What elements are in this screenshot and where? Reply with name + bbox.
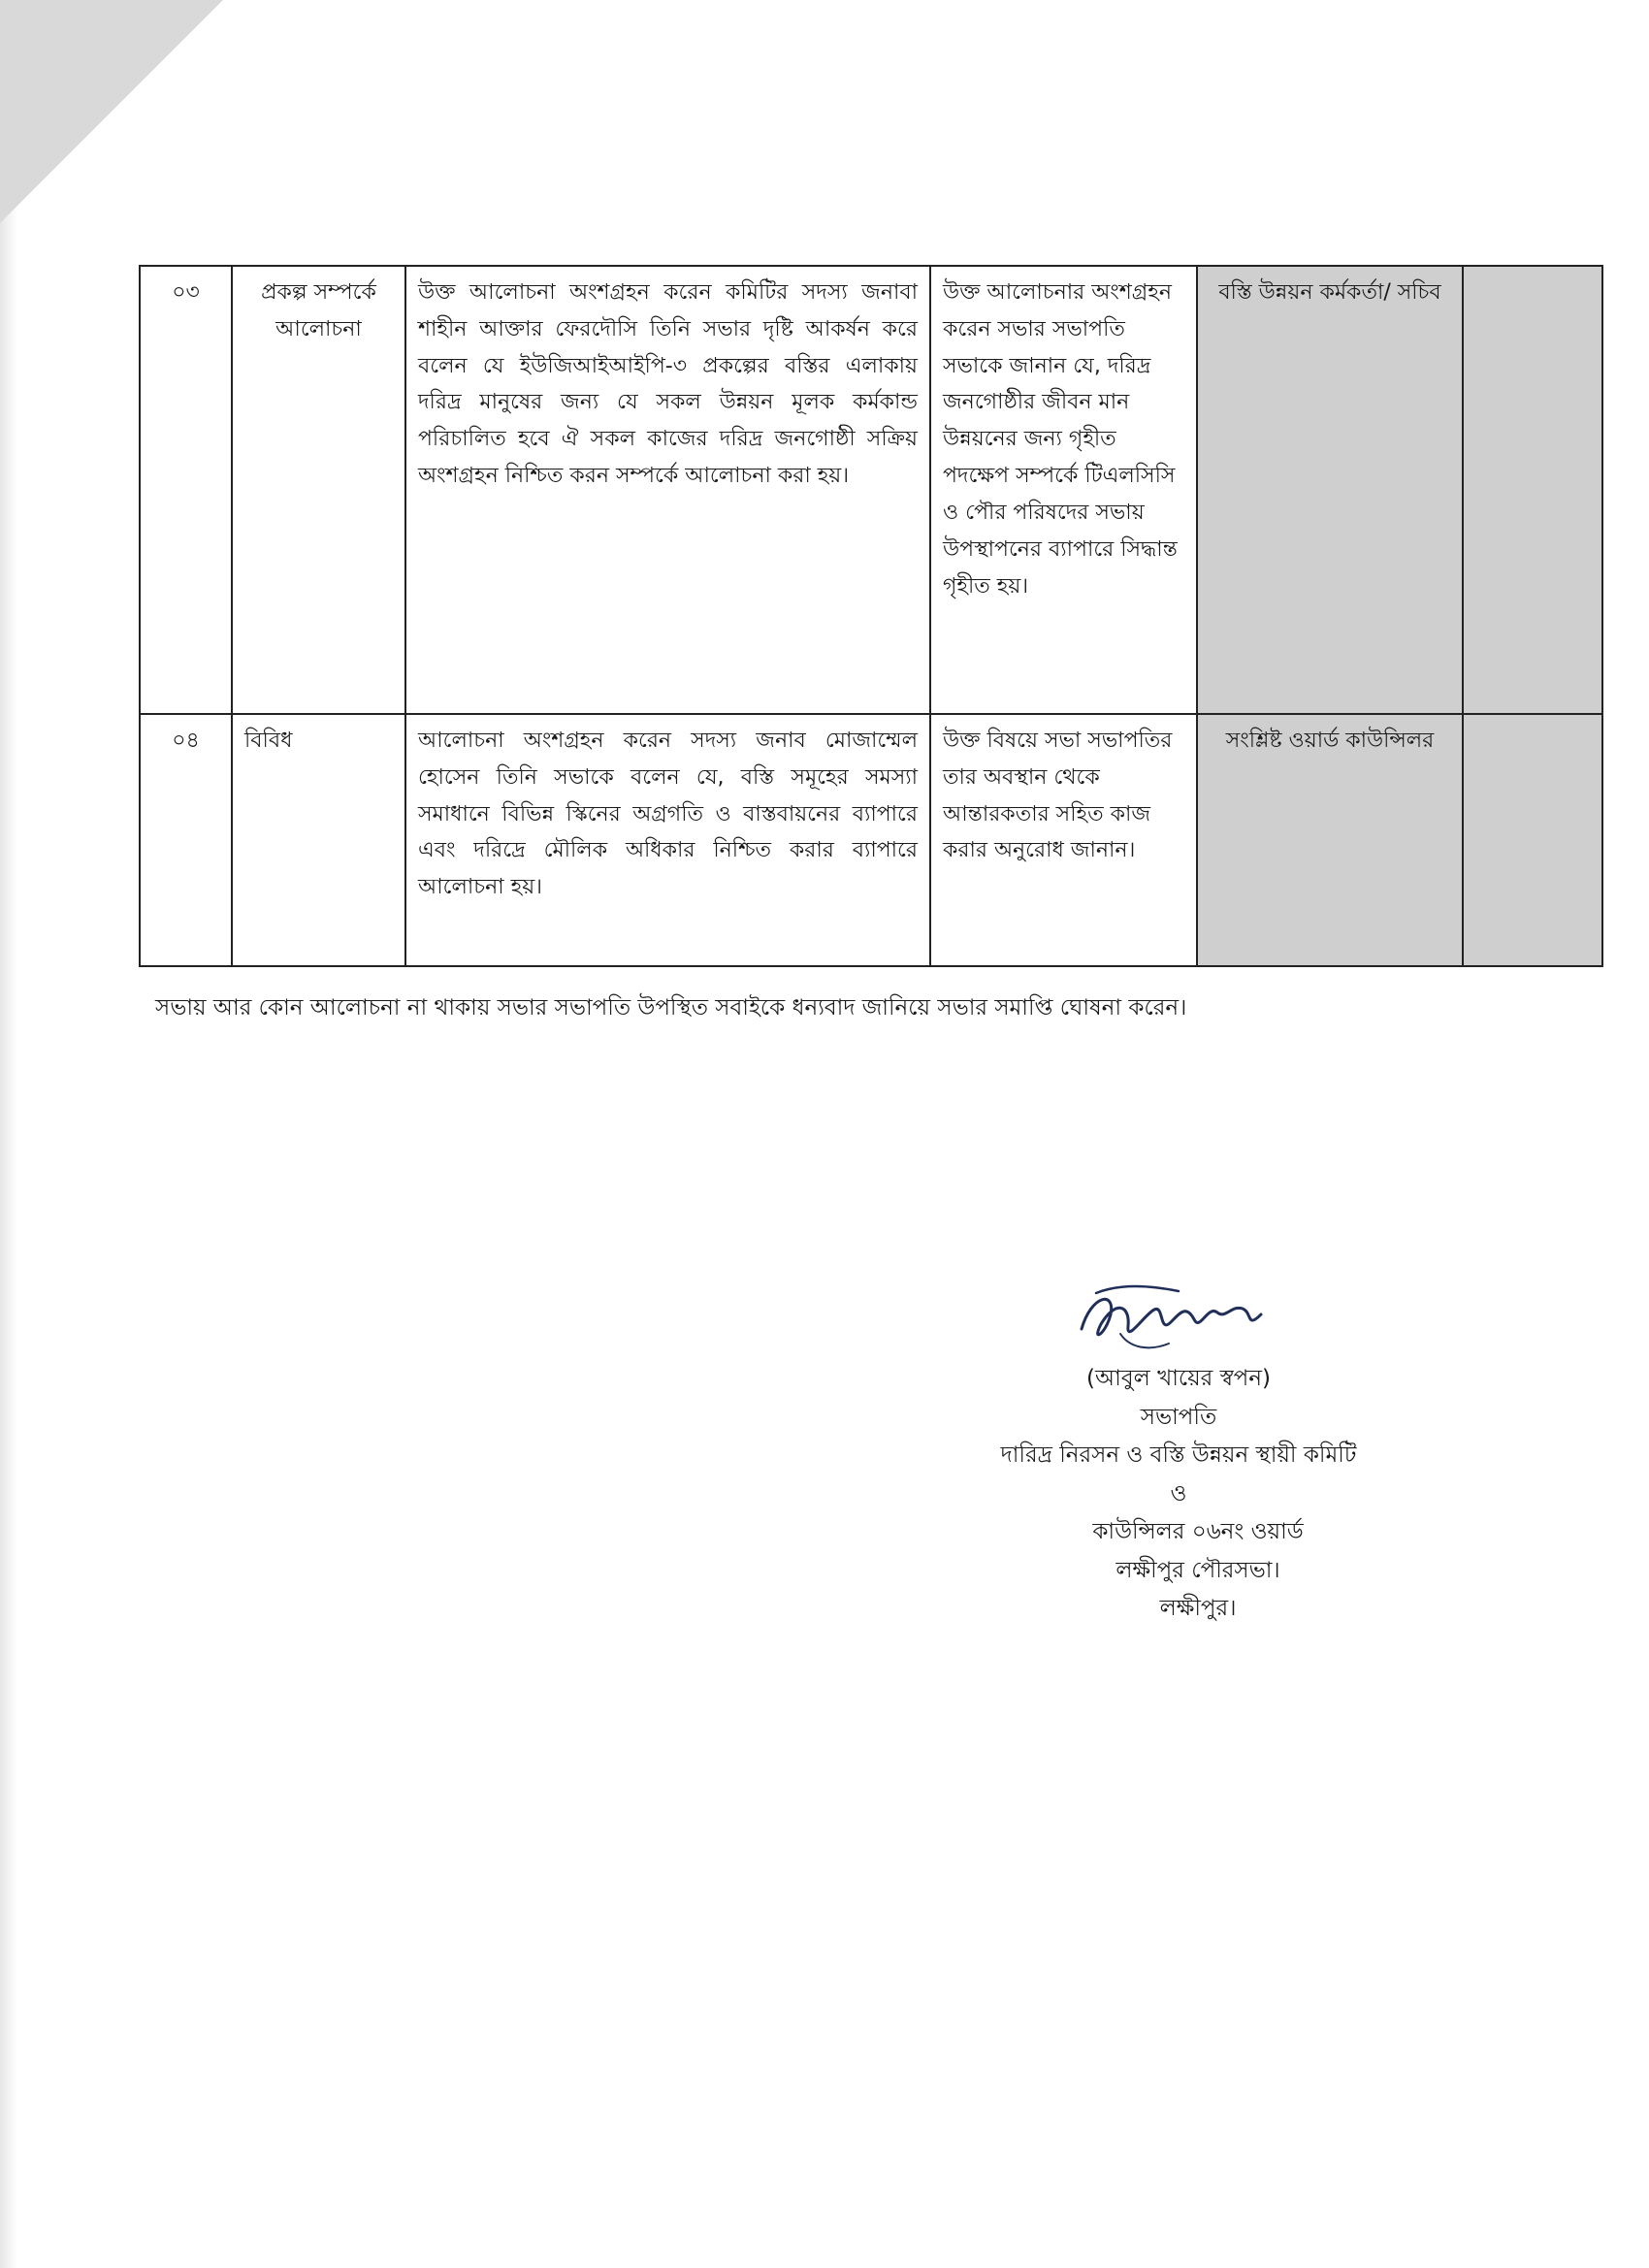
signatory-name: (আবুল খায়ের স্বপন) [1086,1366,1271,1391]
signatory-designation: সভাপতি [1140,1404,1217,1430]
discussion-cell: উক্ত আলোচনা অংশগ্রহন করেন কমিটির সদস্য জনাবা শাহীন আক্তার ফেরদৌসি তিনি সভার দৃষ্টি আকর্ষন করে বলেন যে ইউজিআইআইপি-৩ প্রকল্পের বস্তির এলাকায় দরিদ্র মানুষের জন্য যে সকল উন্নয়ন মূলক কর্মকান্ড পরিচালিত হবে ঐ সকল কাজের দরিদ্র জনগোষ্ঠী সক্রিয় অংশগ্রহন নিশ্চিত করন সম্পর্কে আলোচনা করা হয়। [405,266,930,714]
table-row [140,266,1602,714]
signatory-committee: দারিদ্র নিরসন ও বস্তি উন্নয়ন স্থায়ী কমিটি [1000,1442,1357,1469]
agenda-cell: বিবিধ [232,714,405,966]
signature-block [960,1276,1397,1629]
closing-statement: সভায় আর কোন আলোচনা না থাকায় সভার সভাপতি উপস্থিত সবাইকে ধন্যবাদ জানিয়ে সভার সমাপ্তি ঘোষনা করেন। [155,995,1187,1021]
remarks-cell [1463,714,1602,966]
table-row [140,714,1602,966]
decision-cell: উক্ত বিষয়ে সভা সভাপতির তার অবস্থান থেকে আন্তারকতার সহিত কাজ করার অনুরোধ জানান। [930,714,1197,966]
page-edge-shadow [0,0,17,2268]
remarks-cell [1463,266,1602,714]
responsible-cell: সংশ্লিষ্ট ওয়ার্ড কাউন্সিলর [1197,714,1463,966]
serial-cell: ০৩ [140,266,232,714]
signatory-conjunction: ও [1170,1480,1187,1507]
handwritten-signature [1062,1276,1295,1358]
signatory-post: কাউন্সিলর ০৬নং ওয়ার্ড [1092,1519,1304,1545]
meeting-minutes-table [139,265,1603,967]
agenda-cell: প্রকল্প সম্পর্কে আলোচনা [232,266,405,714]
signatory-office: লক্ষীপুর পৌরসভা। [1116,1557,1280,1583]
serial-cell: ০৪ [140,714,232,966]
responsible-cell: বস্তি উন্নয়ন কর্মকর্তা/ সচিব [1197,266,1463,714]
signatory-location: লক্ষীপুর। [1159,1596,1237,1622]
folded-page-corner [0,0,223,223]
decision-cell: উক্ত আলোচনার অংশগ্রহন করেন সভার সভাপতি সভাকে জানান যে, দরিদ্র জনগোষ্ঠীর জীবন মান উন্নয়নের জন্য গৃহীত পদক্ষেপ সম্পর্কে টিএলসিসি ও পৌর পরিষদের সভায় উপস্থাপনের ব্যাপারে সিদ্ধান্ত গৃহীত হয়। [930,266,1197,714]
discussion-cell: আলোচনা অংশগ্রহন করেন সদস্য জনাব মোজাম্মেল হোসেন তিনি সভাকে বলেন যে, বস্তি সমূহের সমস্যা সমাধানে বিভিন্ন স্কিনের অগ্রগতি ও বাস্তবায়নের ব্যাপারে এবং দরিদ্রে মৌলিক অধিকার নিশ্চিত করার ব্যাপারে আলোচনা হয়। [405,714,930,966]
